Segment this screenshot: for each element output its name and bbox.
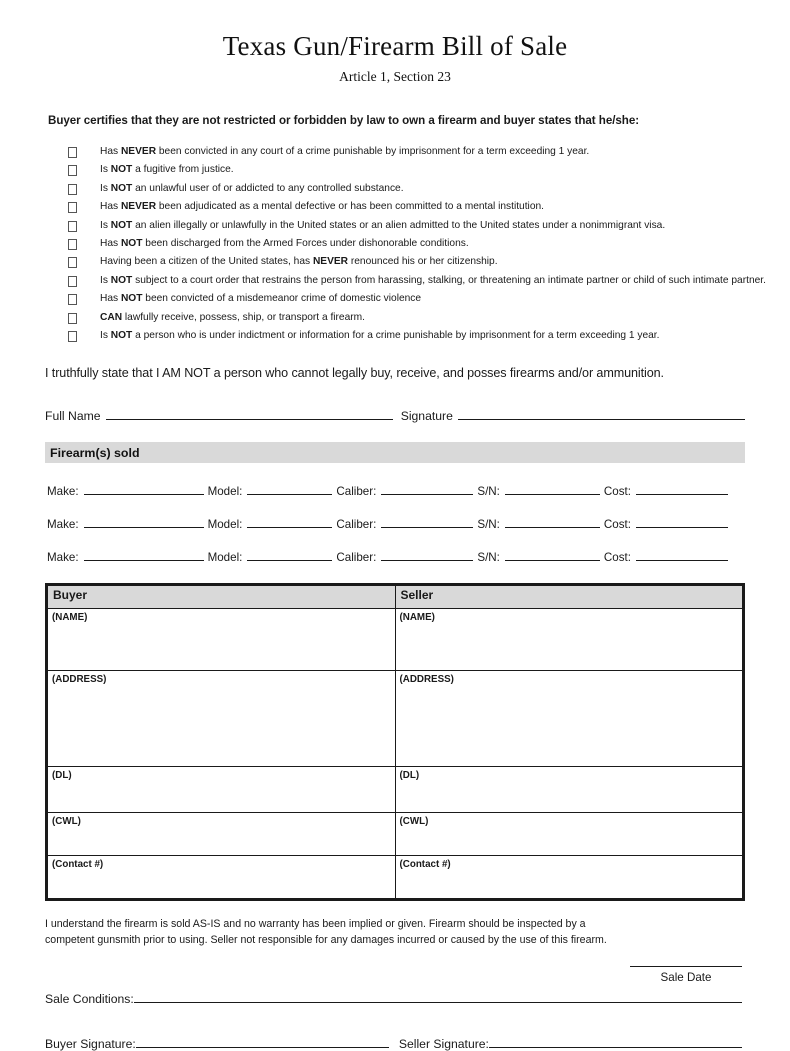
firearm-cost-label: Cost:: [603, 518, 631, 532]
checklist-item-emphasis: NOT: [110, 219, 133, 231]
checklist-item-emphasis: CAN: [100, 311, 123, 323]
firearm-cost-input[interactable]: [636, 548, 728, 561]
parties-table: [45, 583, 745, 901]
full-name-input[interactable]: [106, 406, 393, 420]
seller-field-cell[interactable]: (CWL): [395, 813, 743, 856]
certification-checklist: [0, 127, 790, 345]
page-subtitle: Article 1, Section 23: [339, 69, 451, 84]
firearm-caliber-input[interactable]: [381, 482, 473, 495]
checklist-item: [0, 290, 790, 308]
checklist-item-text: Has NOT been convicted of a misdemeanor crime of domestic violence: [100, 293, 422, 305]
parties-table-header-seller: Seller: [395, 586, 743, 609]
checklist-item: [0, 253, 790, 271]
checklist-item: [0, 235, 790, 253]
seller-signature-input[interactable]: [489, 1034, 742, 1048]
page-title: Texas Gun/Firearm Bill of Sale: [222, 31, 568, 61]
checklist-item-emphasis: NOT: [110, 182, 133, 194]
seller-field-cell[interactable]: (Contact #): [395, 856, 743, 899]
checklist-item: [0, 198, 790, 216]
checklist-item: [0, 180, 790, 198]
buyer-field-cell[interactable]: (CWL): [48, 813, 396, 856]
checklist-item-text: CAN lawfully receive, possess, ship, or transport a firearm.: [100, 311, 365, 323]
checkbox-icon[interactable]: [68, 313, 77, 324]
firearm-serial-label: S/N:: [477, 518, 500, 532]
firearm-cost-label: Cost:: [603, 485, 631, 499]
parties-table-row: [48, 813, 743, 856]
checklist-item: [0, 309, 790, 327]
checklist-item-text: Has NEVER been adjudicated as a mental defective or has been committed to a mental institution.: [100, 201, 544, 213]
checkbox-icon[interactable]: [68, 276, 77, 287]
checklist-item-text: Having been a citizen of the United states, has NEVER renounced his or her citizenship.: [100, 256, 498, 268]
firearm-model-input[interactable]: [247, 482, 332, 495]
firearm-make-input[interactable]: [84, 548, 204, 561]
firearm-make-input[interactable]: [84, 482, 204, 495]
checklist-item-text: Is NOT an unlawful user of or addicted to any controlled substance.: [100, 182, 404, 194]
signatures-row: [0, 1006, 790, 1051]
seller-field-cell[interactable]: (ADDRESS): [395, 671, 743, 767]
checklist-item-text: Is NOT subject to a court order that restrains the person from harassing, stalking, or threatening an intimate partner or child of such intimate partner.: [100, 274, 766, 286]
seller-field-cell[interactable]: (DL): [395, 767, 743, 813]
firearm-model-input[interactable]: [247, 515, 332, 528]
truthful-statement: I truthfully state that I AM NOT a person who cannot legally buy, receive, and posses firearms and/or ammunition.: [45, 366, 664, 381]
firearms-rows: [0, 482, 790, 564]
checklist-item-emphasis: NOT: [120, 293, 143, 305]
firearm-row: [47, 548, 745, 564]
checkbox-icon[interactable]: [68, 147, 77, 158]
checklist-item: [0, 143, 790, 161]
parties-table-row: [48, 671, 743, 767]
checkbox-icon[interactable]: [68, 294, 77, 305]
checkbox-icon[interactable]: [68, 257, 77, 268]
firearms-section-heading: Firearm(s) sold: [45, 442, 745, 463]
disclaimer-line-2: competent gunsmith prior to using. Seller not responsible for any damages incurred or caused by the use of this firearm.: [45, 934, 607, 947]
firearm-model-label: Model:: [207, 485, 243, 499]
checkbox-icon[interactable]: [68, 165, 77, 176]
signature-label: Signature: [400, 409, 453, 424]
firearm-row: [47, 515, 745, 531]
disclaimer-line-1: I understand the firearm is sold AS-IS and no warranty has been implied or given. Firearm should be inspected by a: [45, 918, 586, 931]
checklist-item: [0, 161, 790, 179]
checklist-item-emphasis: NOT: [110, 330, 133, 342]
buyer-field-cell[interactable]: (NAME): [48, 609, 396, 671]
checklist-item-emphasis: NOT: [110, 164, 133, 176]
seller-signature-label: Seller Signature:: [398, 1037, 489, 1051]
checklist-item: [0, 217, 790, 235]
firearm-make-label: Make:: [47, 551, 79, 565]
checkbox-icon[interactable]: [68, 184, 77, 195]
checklist-item-emphasis: NOT: [120, 238, 143, 250]
firearm-cost-label: Cost:: [603, 551, 631, 565]
identity-row: [0, 380, 790, 423]
parties-table-header-row: [48, 586, 743, 609]
buyer-signature-label: Buyer Signature:: [45, 1037, 136, 1051]
firearm-serial-label: S/N:: [477, 485, 500, 499]
intro-paragraph: Buyer certifies that they are not restricted or forbidden by law to own a firearm and buyer states that he/she:: [48, 114, 640, 127]
checklist-item-text: Has NOT been discharged from the Armed Forces under dishonorable conditions.: [100, 238, 469, 250]
firearm-serial-input[interactable]: [505, 482, 600, 495]
parties-table-row: [48, 767, 743, 813]
firearm-caliber-label: Caliber:: [336, 518, 377, 532]
parties-table-header-buyer: Buyer: [48, 586, 396, 609]
firearm-cost-input[interactable]: [636, 515, 728, 528]
firearm-row: [47, 482, 745, 498]
sale-date-block: [0, 948, 790, 984]
firearm-serial-label: S/N:: [477, 551, 500, 565]
firearm-caliber-label: Caliber:: [336, 551, 377, 565]
sale-date-label: Sale Date: [660, 971, 712, 985]
buyer-signature-input[interactable]: [136, 1034, 389, 1048]
firearm-make-input[interactable]: [84, 515, 204, 528]
firearm-serial-input[interactable]: [505, 548, 600, 561]
checkbox-icon[interactable]: [68, 239, 77, 250]
firearm-model-label: Model:: [207, 551, 243, 565]
checklist-item-text: Is NOT a person who is under indictment or information for a crime punishable by imprisonment for a term exceeding 1 year.: [100, 330, 660, 342]
buyer-field-cell[interactable]: (DL): [48, 767, 396, 813]
firearm-caliber-label: Caliber:: [336, 485, 377, 499]
firearm-caliber-input[interactable]: [381, 548, 473, 561]
checklist-item-text: Has NEVER been convicted in any court of a crime punishable by imprisonment for a term exceeding 1 year.: [100, 146, 590, 157]
buyer-field-cell[interactable]: (Contact #): [48, 856, 396, 899]
checklist-item-emphasis: NOT: [110, 274, 133, 286]
checklist-item-emphasis: NEVER: [312, 256, 349, 268]
parties-table-row: [48, 856, 743, 899]
firearm-serial-input[interactable]: [505, 515, 600, 528]
full-name-label: Full Name: [45, 409, 101, 424]
signature-input[interactable]: [458, 406, 745, 420]
checklist-item-emphasis: NEVER: [120, 146, 157, 157]
checkbox-icon[interactable]: [68, 202, 77, 213]
seller-field-cell[interactable]: (NAME): [395, 609, 743, 671]
checklist-item: [0, 272, 790, 290]
checklist-item-emphasis: NEVER: [120, 201, 157, 213]
firearm-model-input[interactable]: [247, 548, 332, 561]
sale-conditions-input[interactable]: [134, 989, 742, 1003]
buyer-field-cell[interactable]: (ADDRESS): [48, 671, 396, 767]
parties-table-row: [48, 609, 743, 671]
firearm-make-label: Make:: [47, 485, 79, 499]
firearm-model-label: Model:: [207, 518, 243, 532]
sale-date-input[interactable]: [630, 957, 742, 967]
firearm-make-label: Make:: [47, 518, 79, 532]
checklist-item: [0, 327, 790, 345]
checklist-item-text: Is NOT a fugitive from justice.: [100, 164, 234, 176]
sale-conditions-label: Sale Conditions:: [45, 992, 134, 1007]
firearm-cost-input[interactable]: [636, 482, 728, 495]
checklist-item-text: Is NOT an alien illegally or unlawfully in the United states or an alien admitted to the United states under a nonimmigrant visa.: [100, 219, 666, 231]
disclaimer-text: [0, 901, 790, 948]
firearm-caliber-input[interactable]: [381, 515, 473, 528]
checkbox-icon[interactable]: [68, 221, 77, 232]
checkbox-icon[interactable]: [68, 331, 77, 342]
sale-conditions-row: [0, 984, 790, 1006]
